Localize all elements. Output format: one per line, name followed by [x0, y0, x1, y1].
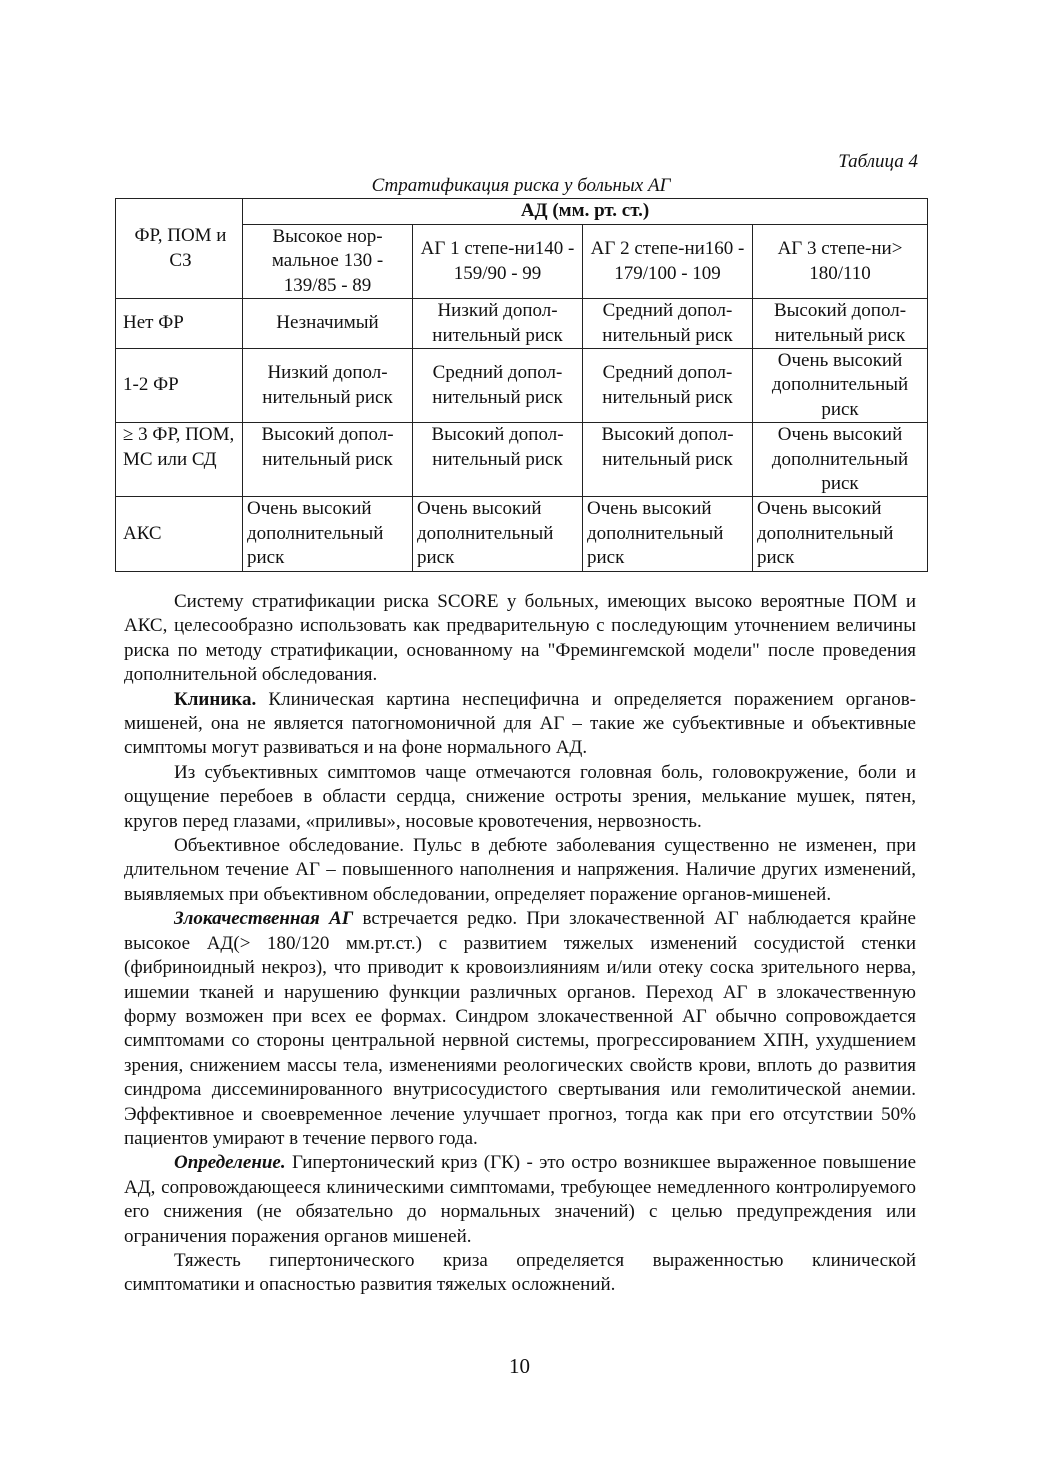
table-cell: Низкий допол-нительный риск	[243, 349, 413, 423]
paragraph-text: встречается редко. При злокачественной АГ наблюдается крайне высокое АД(> 180/120 мм.рт.ст.) с развитием тяжелых изменений сосудистой стенки (фибриноидный некроз), что приводит к кровоизлияниям и/или отеку соска зрительного нерва, ишемии тканей и нарушению функции различных органов. Переход АГ в злокачественную форму возможен при всех ее формах. Синдром злокачественной АГ обычно сопровождается симптомами со стороны центральной нервной системы, прогрессированием ХПН, ухудшением зрения, снижением массы тела, изменениями реологических свойств крови, вплоть до развития синдрома диссеминированного внутрисосудистого свертывания или гемолитической анемии. Эффективное и своевременное лечение улучшает прогноз, тогда как при его отсутствии 50% пациентов умирают в течение первого года.	[124, 908, 916, 1149]
table-cell: Очень высокий дополнительный риск	[753, 497, 928, 571]
table-cell: Высокий допол-нительный риск	[583, 423, 753, 497]
table-row	[116, 497, 928, 571]
table-cell: Очень высокий дополнительный риск	[243, 497, 413, 571]
table-cell: Очень высокий дополнительный риск	[753, 349, 928, 423]
table-cell: Незначимый	[243, 299, 413, 349]
paragraph	[124, 907, 916, 1151]
paragraph	[124, 688, 916, 761]
table-cell: Очень высокий дополнительный риск	[413, 497, 583, 571]
table-cell: Высокий допол-нительный риск	[413, 423, 583, 497]
row-header: АКС	[116, 497, 243, 571]
paragraph-lead: Клиника.	[174, 688, 257, 710]
body-text	[124, 590, 916, 1298]
table-cell: Средний допол-нительный риск	[583, 299, 753, 349]
paragraph: Из субъективных симптомов чаще отмечаются головная боль, головокружение, боли и ощущение перебоев в области сердца, снижение остроты зрения, мелькание мушек, пятен, кругов перед глазами, «приливы», носовые кровотечения, нервозность.	[124, 761, 916, 832]
paragraph-text: Гипертонический криз (ГК) - это остро возникшее выраженное повышение АД, сопровождающееся клиническими симптомами, требующее немедленного контролируемого его снижения (не обязательно до нормальных значений) с целью предупреждения или ограничения поражения органов мишеней.	[124, 1152, 916, 1247]
table-cell: Средний допол-нительный риск	[413, 349, 583, 423]
table-label: Таблица 4	[838, 151, 918, 172]
paragraph: Тяжесть гипертонического криза определяется выраженностью клинической симптоматики и опасностью развития тяжелых осложнений.	[124, 1249, 916, 1296]
row-header: Нет ФР	[116, 299, 243, 349]
paragraph-text: Клиническая картина неспецифична и определяется поражением органов-мишеней, она не является патогномоничной для АГ – такие же субъективные и объективные симптомы могут развиваться и на фоне нормального АД.	[124, 688, 916, 759]
table-row	[116, 299, 928, 349]
paragraph	[124, 1151, 916, 1249]
table-cell: Средний допол-нительный риск	[583, 349, 753, 423]
risk-stratification-table	[115, 198, 928, 572]
page-number: 10	[509, 1354, 530, 1378]
paragraph: Систему стратификации риска SCORE у больных, имеющих высоко вероятные ПОМ и АКС, целесообразно использовать как предварительную с последующим уточнением величины риска по методу стратификации, основанному на "Фремингемской модели" после проведения дополнительной обследования.	[124, 591, 916, 686]
column-header: АГ 3 степе-ни> 180/110	[753, 225, 928, 299]
bp-group-header: АД (мм. рт. ст.)	[243, 199, 928, 225]
table-cell: Высокий допол-нительный риск	[243, 423, 413, 497]
paragraph: Объективное обследование. Пульс в дебюте заболевания существенно не изменен, при длительном течение АГ – повышенного наполнения и напряжения. Наличие других изменений, выявляемых при объективном обследовании, определяет поражение органов-мишеней.	[124, 835, 916, 905]
table-cell: Очень высокий дополнительный риск	[583, 497, 753, 571]
table-cell: Низкий допол-нительный риск	[413, 299, 583, 349]
table-cell: Высокий допол-нительный риск	[753, 299, 928, 349]
row-header: ≥ 3 ФР, ПОМ, МС или СД	[116, 423, 243, 497]
column-header: Высокое нор-мальное 130 - 139/85 - 89	[243, 225, 413, 299]
table-row	[116, 423, 928, 497]
paragraph-lead: Злокачественная АГ	[174, 908, 354, 930]
column-header: АГ 1 степе-ни140 - 159/90 - 99	[413, 225, 583, 299]
column-header: АГ 2 степе-ни160 - 179/100 - 109	[583, 225, 753, 299]
paragraph-lead: Определение.	[174, 1152, 286, 1174]
table-cell: Очень высокий дополнительный риск	[753, 423, 928, 497]
corner-header: ФР, ПОМ и СЗ	[116, 199, 243, 299]
row-header: 1-2 ФР	[116, 349, 243, 423]
table-caption: Стратификация риска у больных АГ	[371, 175, 671, 196]
table-row	[116, 349, 928, 423]
